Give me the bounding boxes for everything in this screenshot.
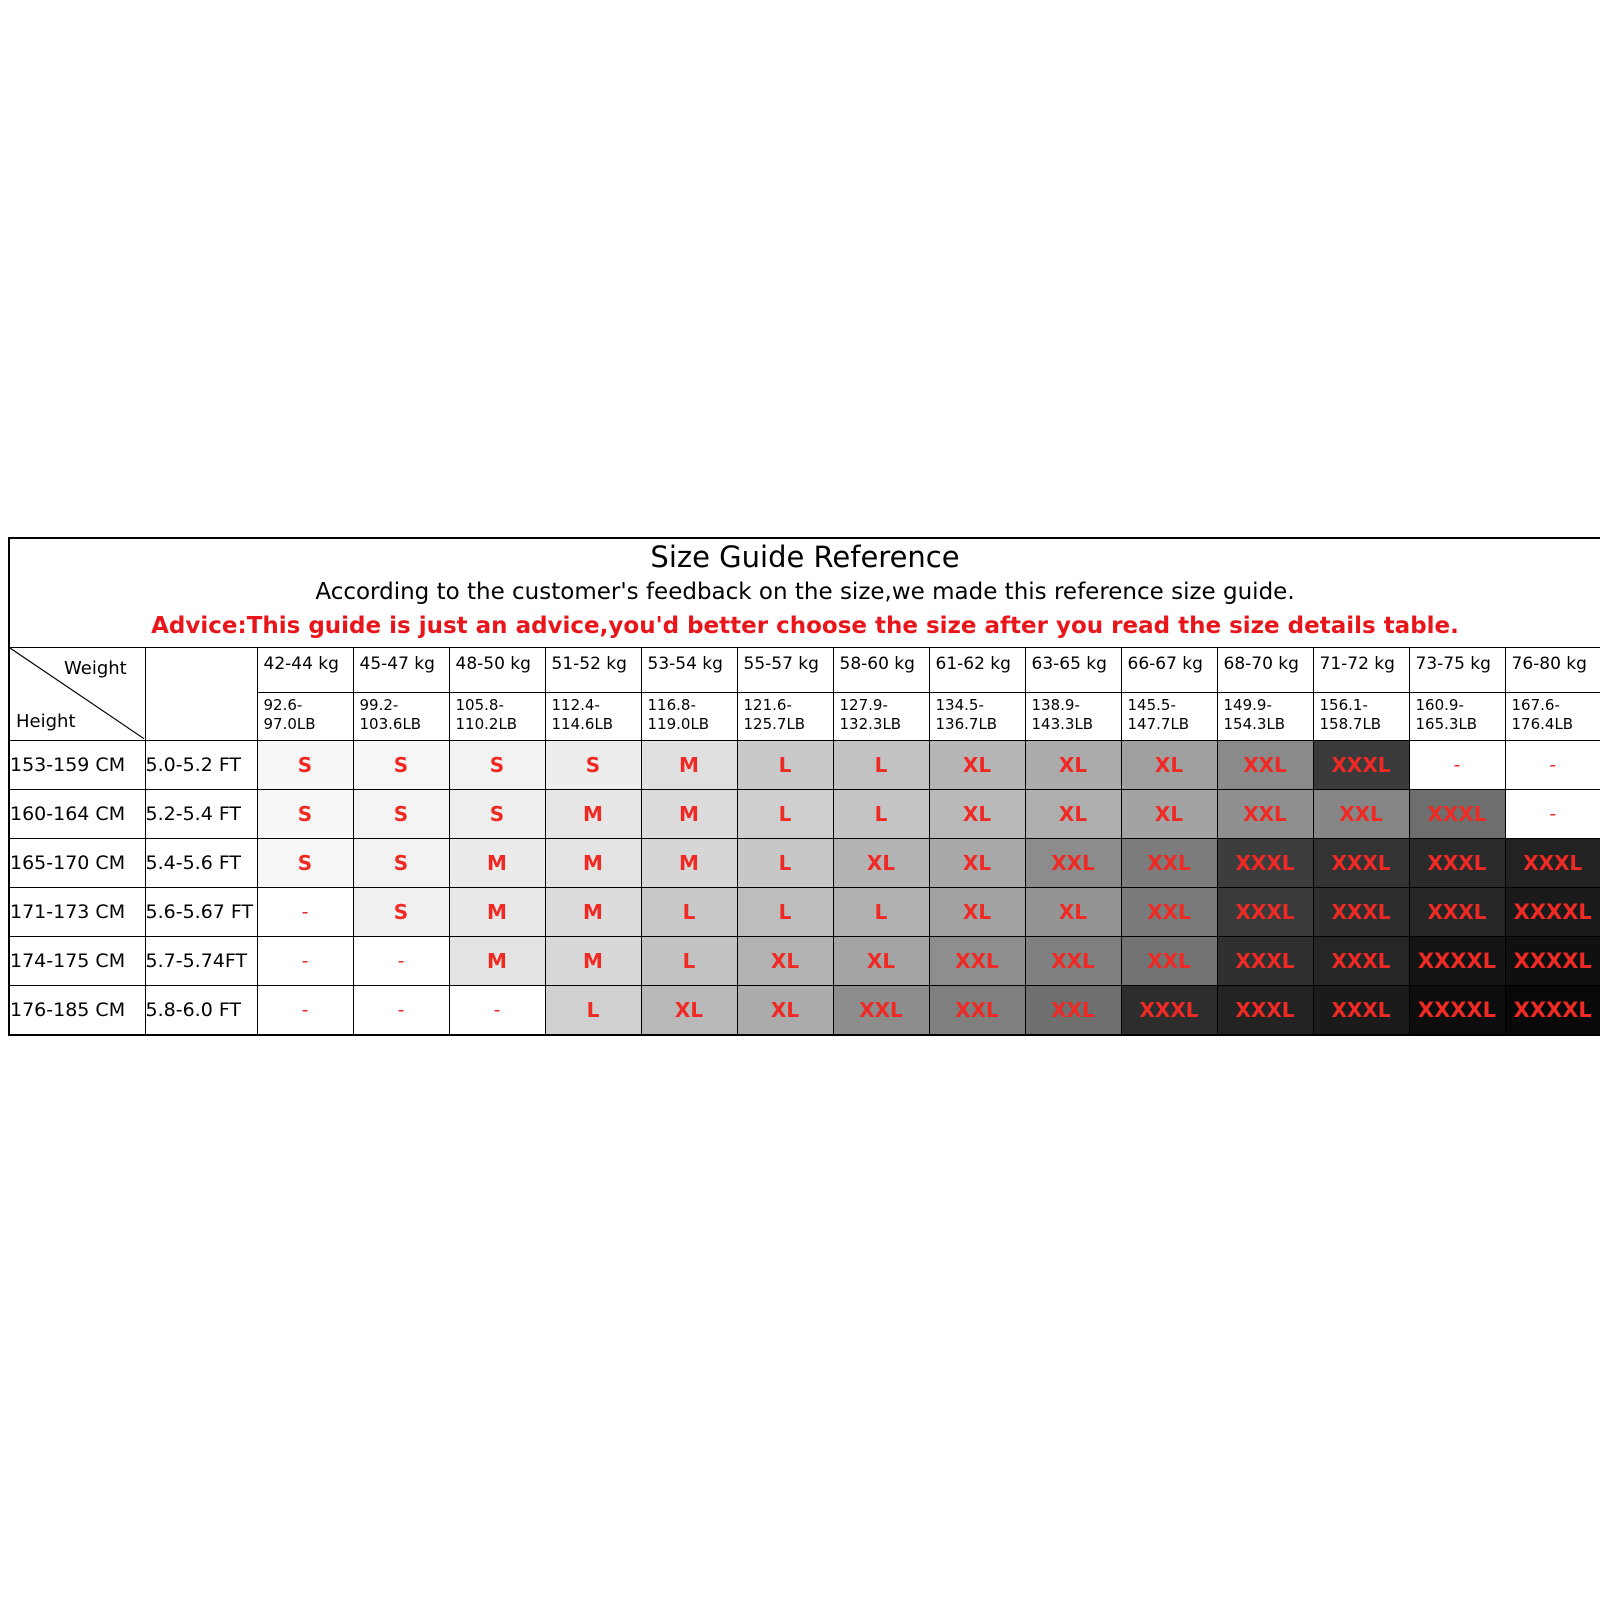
axis-label-weight: Weight [64, 658, 127, 679]
size-cell: XXXL [1121, 986, 1217, 1036]
size-cell: XL [737, 937, 833, 986]
size-cell: M [641, 839, 737, 888]
height-cm-label: 171-173 CM [9, 888, 145, 937]
weight-lb-label: 156.1-158.7LB [1319, 696, 1382, 733]
table-row [9, 741, 1600, 790]
size-cell: XXXL [1313, 937, 1409, 986]
size-cell: XXXXL [1505, 937, 1600, 986]
weight-lb-label: 145.5-147.7LB [1127, 696, 1190, 733]
weight-column-header [1217, 648, 1313, 741]
size-cell: L [737, 741, 833, 790]
size-cell: S [353, 888, 449, 937]
size-cell: XXXL [1409, 839, 1505, 888]
size-guide-table [8, 537, 1600, 1036]
weight-lb-label: 121.6-125.7LB [743, 696, 806, 733]
size-cell: XL [1121, 790, 1217, 839]
weight-kg-label: 48-50 kg [455, 654, 531, 674]
table-row [9, 839, 1600, 888]
size-cell: XXL [1313, 790, 1409, 839]
size-cell: - [1505, 790, 1600, 839]
size-cell: XXL [1121, 937, 1217, 986]
size-cell: XXXL [1313, 986, 1409, 1036]
size-cell: L [833, 790, 929, 839]
weight-kg-label: 63-65 kg [1031, 654, 1107, 674]
height-cm-label: 165-170 CM [9, 839, 145, 888]
size-cell: M [545, 937, 641, 986]
size-cell: L [737, 839, 833, 888]
size-guide-sheet [8, 537, 1592, 1036]
height-ft-label: 5.4-5.6 FT [145, 839, 257, 888]
size-cell: XXXXL [1409, 986, 1505, 1036]
axis-corner-cell-2 [145, 648, 257, 741]
advice-text: Advice:This guide is just an advice,you'd better choose the size after you read the size details table. [151, 613, 1459, 639]
size-cell: S [257, 741, 353, 790]
size-cell: S [545, 741, 641, 790]
weight-column-header [1313, 648, 1409, 741]
size-cell: XXXXL [1505, 888, 1600, 937]
size-cell: - [257, 937, 353, 986]
size-cell: XXXXL [1409, 937, 1505, 986]
weight-kg-label: 53-54 kg [647, 654, 723, 674]
table-row [9, 937, 1600, 986]
weight-column-header [737, 648, 833, 741]
weight-kg-label: 71-72 kg [1319, 654, 1395, 674]
title-row [9, 538, 1600, 648]
size-cell: XXXL [1409, 888, 1505, 937]
weight-kg-label: 42-44 kg [263, 654, 339, 674]
height-ft-label: 5.0-5.2 FT [145, 741, 257, 790]
weight-column-header [833, 648, 929, 741]
size-cell: L [641, 937, 737, 986]
weight-column-header [929, 648, 1025, 741]
size-cell: M [545, 790, 641, 839]
weight-lb-label: 127.9-132.3LB [839, 696, 902, 733]
size-cell: XL [641, 986, 737, 1036]
size-cell: XXL [929, 986, 1025, 1036]
weight-lb-label: 138.9-143.3LB [1031, 696, 1094, 733]
axis-label-height: Height [16, 711, 76, 732]
height-ft-label: 5.6-5.67 FT [145, 888, 257, 937]
size-cell: - [257, 986, 353, 1036]
height-cm-label: 160-164 CM [9, 790, 145, 839]
weight-kg-label: 68-70 kg [1223, 654, 1299, 674]
size-cell: XXXL [1313, 839, 1409, 888]
weight-kg-label: 73-75 kg [1415, 654, 1491, 674]
size-cell: XL [1121, 741, 1217, 790]
size-cell: XL [737, 986, 833, 1036]
weight-kg-label: 45-47 kg [359, 654, 435, 674]
page-title: Size Guide Reference [650, 540, 960, 574]
weight-kg-label: 61-62 kg [935, 654, 1011, 674]
size-cell: L [641, 888, 737, 937]
size-cell: XL [1025, 741, 1121, 790]
size-cell: M [449, 839, 545, 888]
size-cell: XL [929, 790, 1025, 839]
size-cell: M [641, 790, 737, 839]
height-ft-label: 5.8-6.0 FT [145, 986, 257, 1036]
weight-kg-label: 58-60 kg [839, 654, 915, 674]
size-cell: XXL [1217, 790, 1313, 839]
size-cell: XL [1025, 790, 1121, 839]
size-cell: L [545, 986, 641, 1036]
weight-lb-label: 167.6-176.4LB [1511, 696, 1574, 733]
size-cell: XXL [1025, 986, 1121, 1036]
weight-column-header [1121, 648, 1217, 741]
size-cell: M [449, 937, 545, 986]
height-cm-label: 174-175 CM [9, 937, 145, 986]
size-cell: XXL [1025, 937, 1121, 986]
size-cell: S [257, 790, 353, 839]
size-cell: XXL [929, 937, 1025, 986]
size-cell: XXL [1217, 741, 1313, 790]
size-cell: M [545, 839, 641, 888]
size-cell: XXXL [1313, 888, 1409, 937]
size-cell: XXL [1121, 888, 1217, 937]
size-cell: XL [929, 741, 1025, 790]
size-cell: L [833, 741, 929, 790]
size-cell: S [353, 839, 449, 888]
table-row [9, 888, 1600, 937]
table-row [9, 986, 1600, 1036]
size-cell: XXXL [1217, 839, 1313, 888]
subtitle: According to the customer's feedback on the size,we made this reference size guide. [315, 579, 1295, 605]
size-cell: L [833, 888, 929, 937]
size-cell: XXXL [1409, 790, 1505, 839]
height-ft-label: 5.7-5.74FT [145, 937, 257, 986]
size-cell: XL [929, 839, 1025, 888]
size-cell: XXL [833, 986, 929, 1036]
size-cell: XL [833, 937, 929, 986]
size-cell: - [449, 986, 545, 1036]
size-cell: L [737, 888, 833, 937]
size-cell: - [353, 937, 449, 986]
size-cell: S [353, 790, 449, 839]
header-block [9, 538, 1600, 648]
size-cell: XXL [1121, 839, 1217, 888]
weight-column-header [449, 648, 545, 741]
weight-column-header [1505, 648, 1600, 741]
weight-lb-label: 116.8-119.0LB [647, 696, 710, 733]
weight-lb-label: 105.8-110.2LB [455, 696, 518, 733]
size-cell: - [1409, 741, 1505, 790]
size-cell: S [257, 839, 353, 888]
size-cell: XXXL [1217, 986, 1313, 1036]
size-cell: XXXXL [1505, 986, 1600, 1036]
weight-column-header [641, 648, 737, 741]
weight-column-header [1025, 648, 1121, 741]
weight-column-header [353, 648, 449, 741]
size-cell: M [449, 888, 545, 937]
size-cell: S [449, 790, 545, 839]
weight-column-header [257, 648, 353, 741]
height-ft-label: 5.2-5.4 FT [145, 790, 257, 839]
weight-kg-label: 55-57 kg [743, 654, 819, 674]
column-header-row [9, 648, 1600, 741]
weight-column-header [545, 648, 641, 741]
size-cell: XL [833, 839, 929, 888]
weight-kg-label: 76-80 kg [1511, 654, 1587, 674]
size-cell: XXXL [1217, 937, 1313, 986]
size-cell: XXXL [1505, 839, 1600, 888]
weight-kg-label: 51-52 kg [551, 654, 627, 674]
weight-lb-label: 160.9-165.3LB [1415, 696, 1478, 733]
weight-lb-label: 134.5-136.7LB [935, 696, 998, 733]
weight-lb-label: 149.9-154.3LB [1223, 696, 1286, 733]
size-cell: XXXL [1217, 888, 1313, 937]
height-cm-label: 176-185 CM [9, 986, 145, 1036]
size-cell: XXXL [1313, 741, 1409, 790]
weight-lb-label: 92.6-97.0LB [263, 696, 316, 733]
size-cell: S [449, 741, 545, 790]
axis-corner-cell [9, 648, 145, 741]
size-cell: XL [929, 888, 1025, 937]
size-cell: M [641, 741, 737, 790]
size-cell: XL [1025, 888, 1121, 937]
size-cell: - [1505, 741, 1600, 790]
size-cell: S [353, 741, 449, 790]
size-cell: - [353, 986, 449, 1036]
weight-column-header [1409, 648, 1505, 741]
weight-lb-label: 99.2-103.6LB [359, 696, 422, 733]
weight-kg-label: 66-67 kg [1127, 654, 1203, 674]
size-cell: - [257, 888, 353, 937]
size-cell: L [737, 790, 833, 839]
table-row [9, 790, 1600, 839]
weight-lb-label: 112.4-114.6LB [551, 696, 614, 733]
size-cell: M [545, 888, 641, 937]
size-cell: XXL [1025, 839, 1121, 888]
height-cm-label: 153-159 CM [9, 741, 145, 790]
